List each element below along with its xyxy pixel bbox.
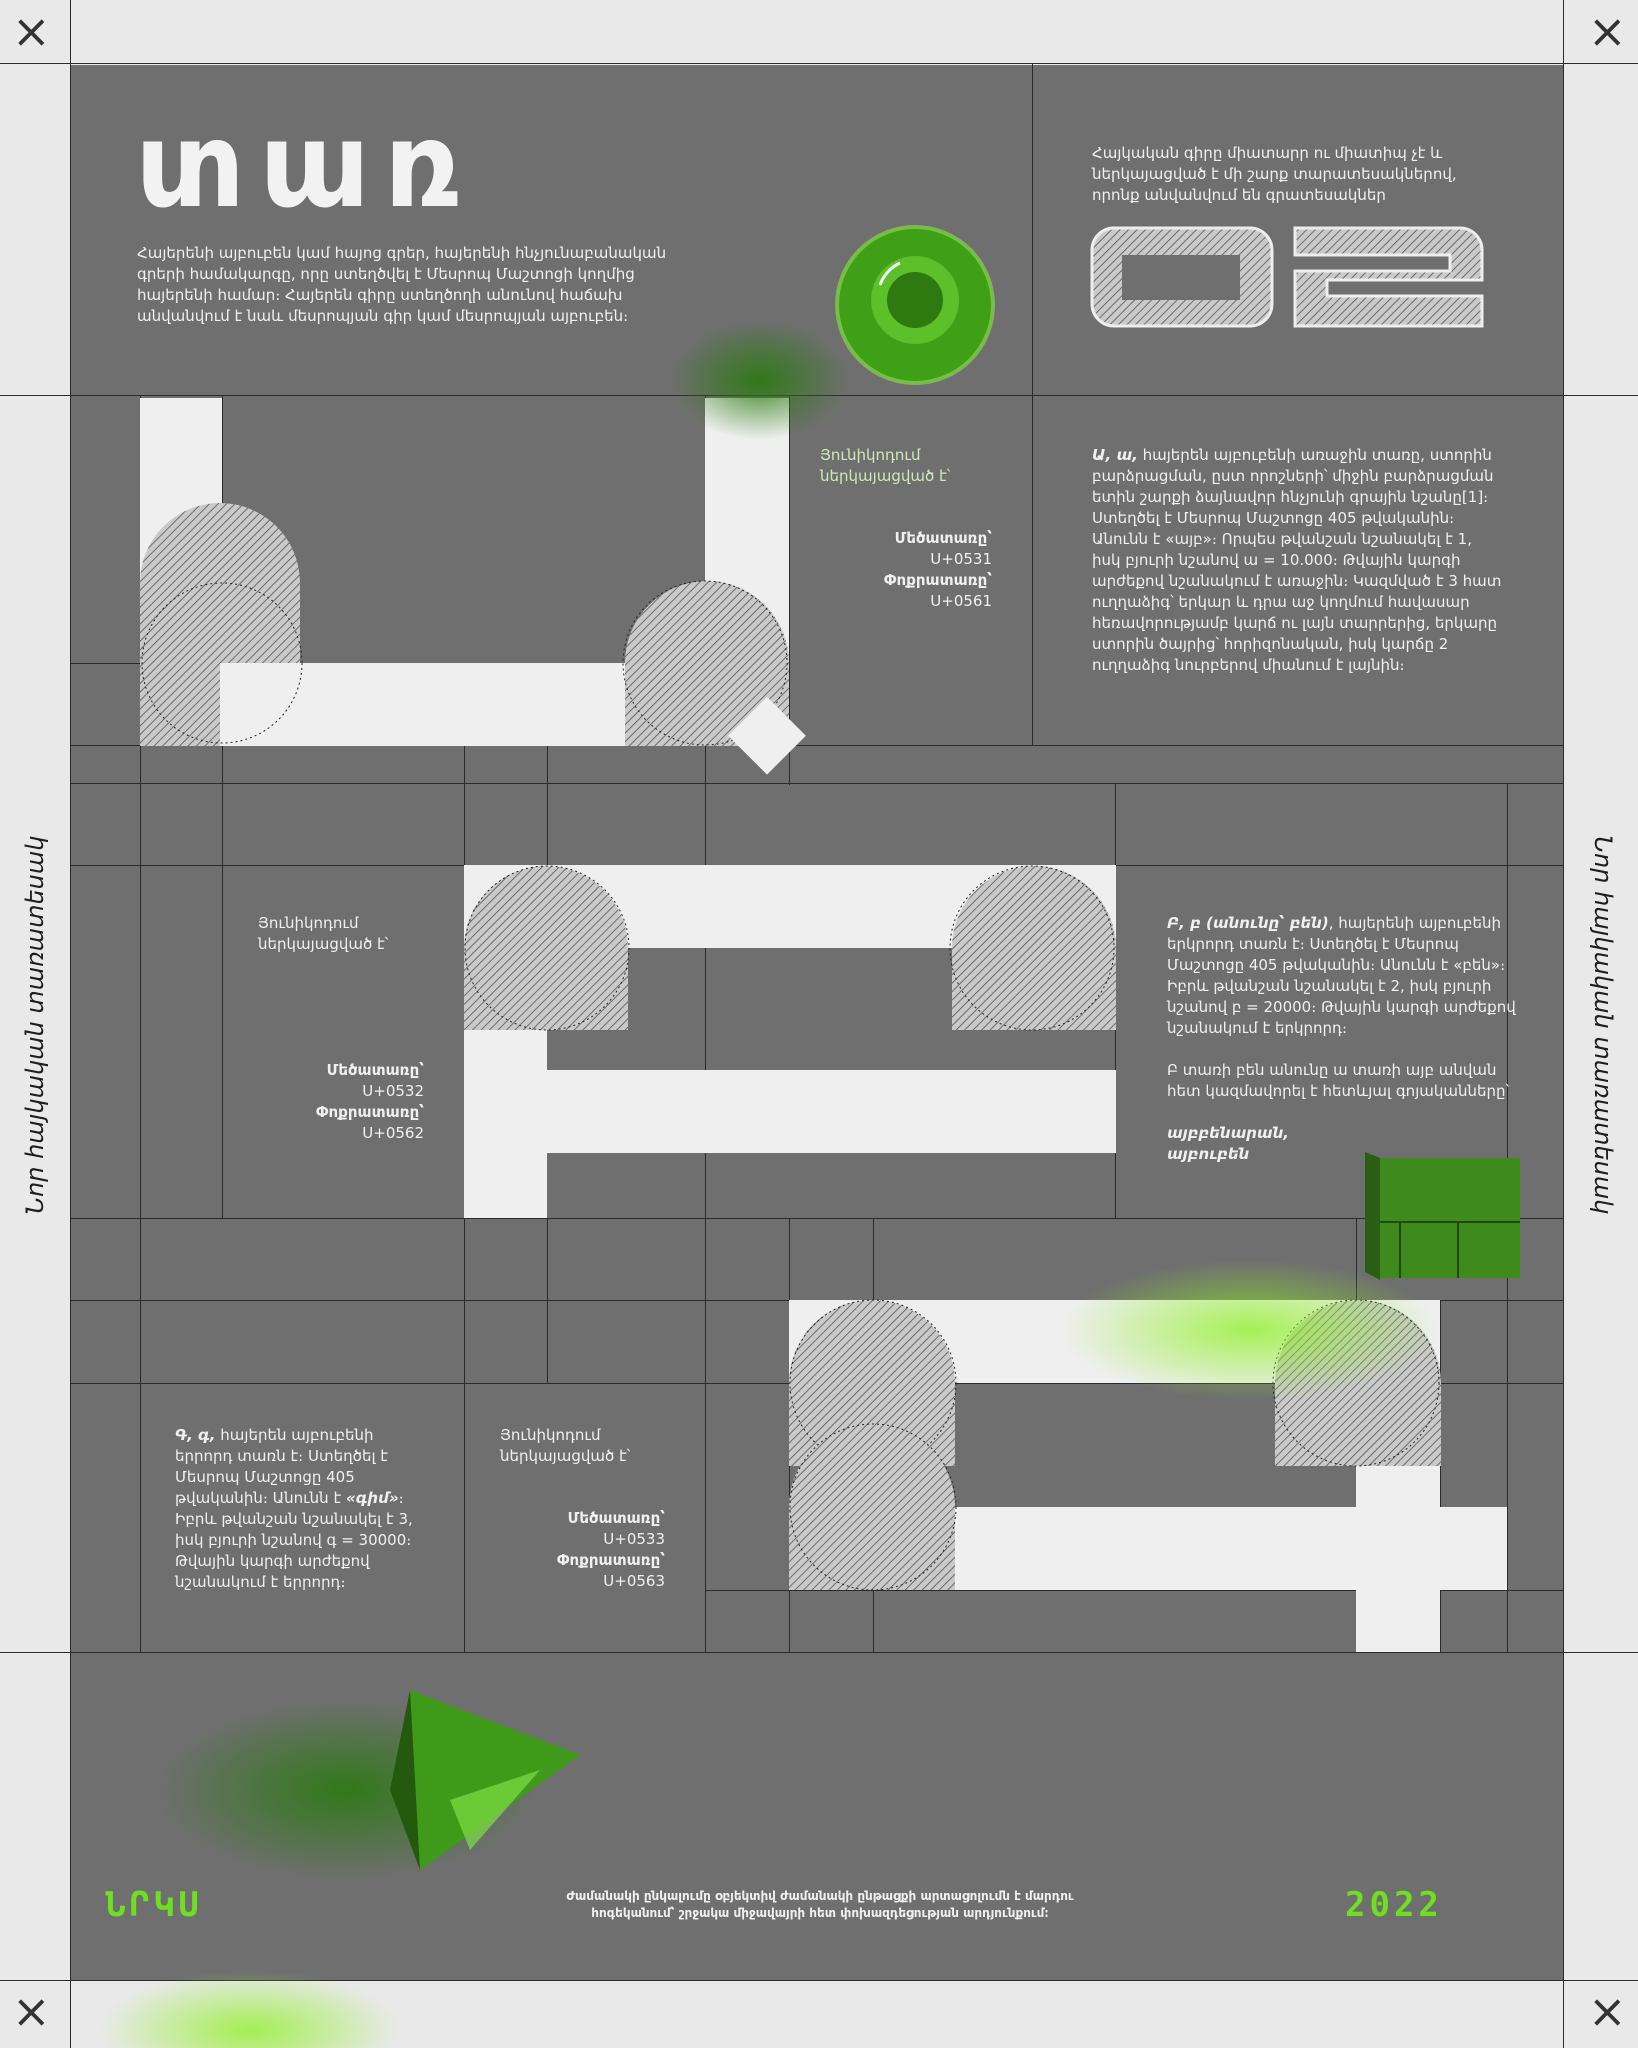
letter-g-description <box>175 1425 430 1593</box>
letter-b-body: , հայերենի այբուբենի երկրորդ տառն է։ Ստեղծել է Մեսրոպ Մաշտոցը 405 թվականին։ Անունն է «բեն»։ Իբրև թվանշան նշանակել է 2, իսկ բյուրի նշանով բ = 20000։ Թվային կարգի արժեքով նշանակում է երկրորդ։ <box>1167 914 1516 1037</box>
corner-mark-icon: × <box>1588 4 1627 58</box>
side-label-right: Նոր հայկական տառատեսակ <box>1589 835 1617 1215</box>
footer-center-text: Ժամանակի ընկալումը օբյեկտիվ ժամանակի ընթացքի արտացոլումն է մարդու հոգեկանում՝ շրջակա միջավայրի հետ փոխազդեցության արդյունքում։ <box>566 1889 1074 1920</box>
number-graphic <box>1092 228 1482 326</box>
footer-year: 2022 <box>1345 1885 1443 1925</box>
number-label: 02 <box>1092 330 1109 346</box>
upper-code: U+0532 <box>362 1082 424 1100</box>
letter-b-body2: Բ տառի բեն անունը ա տառի այբ անվան հետ կազմավորել է հետևյալ գոյականները՝ <box>1167 1061 1510 1100</box>
lower-code: U+0561 <box>930 592 992 610</box>
footer-left-logo: ՆՐԿՍ <box>105 1885 203 1925</box>
unicode-intro: Յունիկոդում ներկայացված է՝ <box>258 914 389 953</box>
corner-mark-icon: × <box>1588 1984 1627 2038</box>
letter-a-head: Ա, ա, <box>1092 446 1138 464</box>
green-cube-icon <box>1365 1152 1520 1280</box>
unicode-intro: Յունիկոդում ներկայացված է՝ <box>820 446 951 485</box>
letter-b-examples: այբբենարան, այբուբեն <box>1167 1124 1289 1163</box>
green-ring-icon <box>837 227 993 383</box>
upper-label: Մեծատառը՝ <box>326 1061 424 1079</box>
letter-shape-a <box>140 398 806 775</box>
lower-code: U+0562 <box>362 1124 424 1142</box>
upper-label: Մեծատառը՝ <box>567 1509 665 1527</box>
letter-g-name: «գիմ» <box>345 1489 399 1507</box>
letter-shape-b <box>464 865 1116 1218</box>
lower-label: Փոքրատառը՝ <box>316 1103 424 1121</box>
lower-label: Փոքրատառը՝ <box>884 571 992 589</box>
page-title: տառ <box>135 96 477 234</box>
letter-b-text <box>1167 913 1527 1039</box>
unicode-intro: Յունիկոդում ներկայացված է՝ <box>500 1426 631 1465</box>
upper-label: Մեծատառը՝ <box>894 529 992 547</box>
lower-label: Փոքրատառը՝ <box>557 1551 665 1569</box>
letter-g-body: հայերեն այբուբենի երրորդ տառն է։ Ստեղծել է Մեսրոպ Մաշտոցը 405 թվականին։ Անունն է <box>175 1426 389 1507</box>
upper-code: U+0531 <box>930 550 992 568</box>
side-label-left: Նոր հայկական տառատեսակ <box>21 835 49 1215</box>
intro-text: Հայերենի այբուբեն կամ հայոց գրեր, հայերենի հնչյունաբանական գրերի համակարգը, որը ստեղծվել է Մեսրոպ Մաշտոցի կողմից հայերենի համար։ Հայերեն գիրը ստեղծողի անունով հաճախ անվանվում է նաև մեսրոպյան գիր կամ մեսրոպյան այբուբեն։ <box>137 244 667 325</box>
letter-g-head: Գ, գ, <box>175 1426 216 1444</box>
letter-b-head: Բ, բ (անունը՝ բեն) <box>1167 914 1329 932</box>
letter-g-body2: ։ Իբրև թվանշան նշանակել է 3, իսկ բյուրի նշանով գ = 30000։ Թվային կարգի արժեքով նշանակում է երրորդ։ <box>175 1489 413 1591</box>
lower-code: U+0563 <box>603 1572 665 1590</box>
top-right-text: Հայկական գիրը միատարր ու միատիպ չէ և ներկայացված է մի շարք տարատեսակներով, որոնք անվանվում են գրատեսակներ <box>1092 144 1457 204</box>
letter-a-body: հայերեն այբուբենի առաջին տառը, ստորին բարձրացման, ըստ որոշների՝ միջին բարձրացման ետին շարքի ձայնավոր հնչյունի գրային նշանը[1]։ Ստեղծել է Մեսրոպ Մաշտոցը 405 թվականին։ Անունն է «այբ»։ Որպես թվանշան նշանակել է 1, իսկ բյուրի նշանով ա = 10.000։ Թվային կարգի արժեքով նշանակում է առաջին։ Կազմված է 3 հատ ուղղաձիգ՝ երկար և դրա աջ կողմում հավասար հեռավորությամբ կարճ ու լայն տարրերից, երկարը ստորին ծայրից՝ հորիզոնական, իսկ կարճը 2 ուղղաձիգ նուրբերով միանում է լայնին։ <box>1092 446 1502 674</box>
corner-mark-icon: × <box>12 4 51 58</box>
corner-mark-icon: × <box>12 1984 51 2038</box>
letter-a-description <box>1092 445 1502 676</box>
upper-code: U+0533 <box>603 1530 665 1548</box>
